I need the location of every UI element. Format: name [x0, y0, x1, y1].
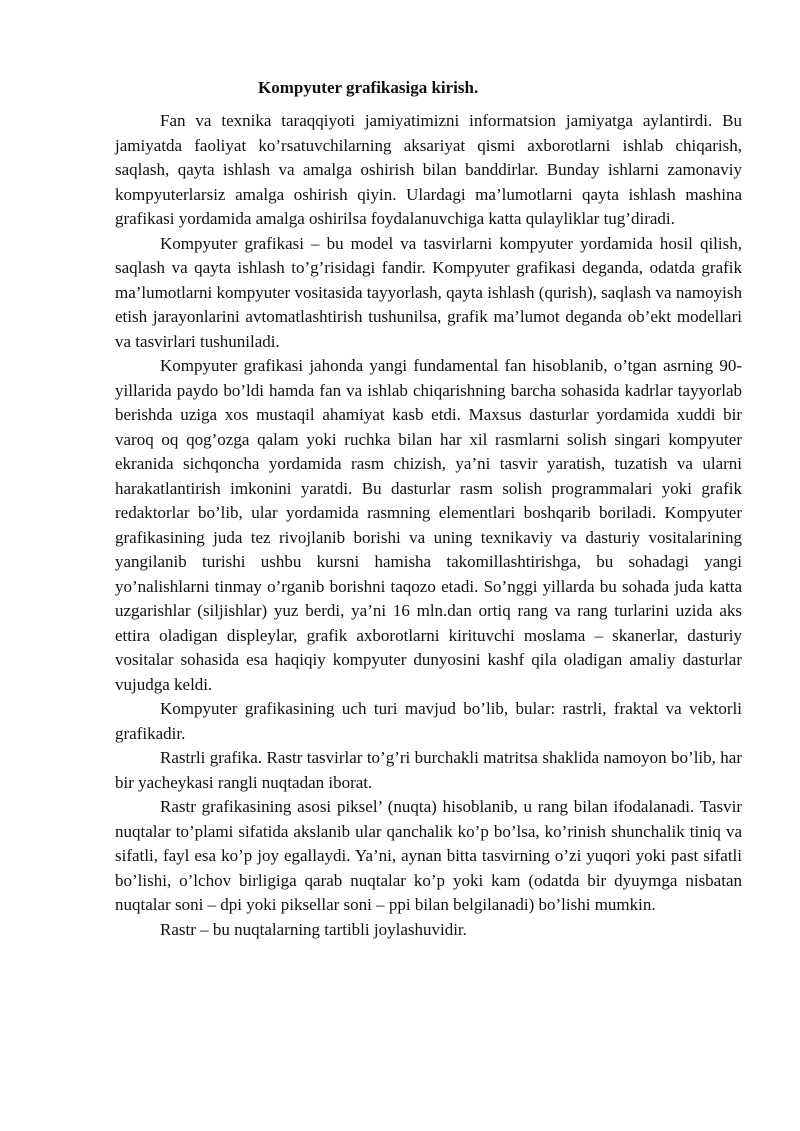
- paragraph-4: Kompyuter grafikasining uch turi mavjud bo’lib, bular: rastrli, fraktal va vektorli grafikadir.: [115, 699, 742, 743]
- paragraph-3: Kompyuter grafikasi jahonda yangi fundamental fan hisoblanib, o’tgan asrning 90-yillarida paydo bo’ldi hamda fan va ishlab chiqarishning barcha sohasida kadrlar tayyorlab berishda uziga xos mustaqil ahamiyat kasb etdi. Maxsus dasturlar yordamida xuddi bir varoq oq qog’ozga qalam yoki ruchka bilan har xil rasmlarni solish singari kompyuter ekranida sichqoncha yordamida rasm chizish, ya’ni tasvir yaratish, tuzatish va ularni harakatlantirish imkonini yaratdi. Bu dasturlar rasm solish programmalari yoki grafik redaktorlar bo’lib, ular yordamida rasmning elementlari boshqarib boriladi. Kompyuter grafikasining juda tez rivojlanib borishi va uning texnikaviy va dasturiy vositalarining yangilanib turishi ushbu kursni hamisha takomillashtirishga, bu sohadagi yangi yo’nalishlarni tinmay o’rganib borishni taqozo etadi. So’nggi yillarda bu sohada juda katta uzgarishlar (siljishlar) yuz berdi, ya’ni 16 mln.dan ortiq rang va rang turlarini uzida aks ettira oladigan displeylar, grafik axborotlarni kirituvchi moslama – skanerlar, dasturiy vositalar sohasida esa haqiqiy kompyuter dunyosini kashf qila oladigan amaliy dasturlar vujudga keldi.: [115, 356, 742, 694]
- paragraph-2: Kompyuter grafikasi – bu model va tasvirlarni kompyuter yordamida hosil qilish, saqlash va qayta ishlash to’g’risidagi fandir. Kompyuter grafikasi deganda, odatda grafik ma’lumotlarni kompyuter vositasida tayyorlash, qayta ishlash (qurish), saqlash va namoyish etish jarayonlarini avtomatlashtirish tushunilsa, grafik ma’lumot deganda ob’ekt modellari va tasvirlari tushuniladi.: [115, 233, 742, 351]
- document-title: Kompyuter grafikasiga kirish.: [258, 78, 479, 97]
- paragraph-1: Fan va texnika taraqqiyoti jamiyatimizni informatsion jamiyatga aylantirdi. Bu jamiyatda faoliyat ko’rsatuvchilarning aksariyat qismi axborotlarni ishlab chiqarish, saqlash, qayta ishlash va amalga oshirish bilan banddirlar. Bunday ishlarni zamonaviy kompyuterlarsiz amalga oshirish qiyin. Ulardagi ma’lumotlarni qayta ishlash mashina grafikasi yordamida amalga oshirilsa foydalanuvchiga katta qulayliklar tug’diradi.: [115, 111, 742, 228]
- document-page: [115, 76, 742, 942]
- paragraph-6: Rastr grafikasining asosi piksel’ (nuqta) hisoblanib, u rang bilan ifodalanadi. Tasvir nuqtalar to’plami sifatida akslanib ular qanchalik ko’p bo’lsa, ko’rinish shunchalik tiniq va sifatli, fayl esa ko’p joy egallaydi. Ya’ni, aynan bitta tasvirning o’zi yuqori yoki past sifatli bo’lishi, o’lchov birligiga qarab nuqtalar ko’p yoki kam (odatda bir dyuymga nisbatan nuqtalar soni – dpi yoki piksellar soni – ppi bilan belgilanadi) bo’lishi mumkin.: [115, 797, 742, 914]
- paragraph-5: Rastrli grafika. Rastr tasvirlar to’g’ri burchakli matritsa shaklida namoyon bo’lib, har bir yacheykasi rangli nuqtadan iborat.: [115, 748, 742, 792]
- paragraph-7: Rastr – bu nuqtalarning tartibli joylashuvidir.: [160, 919, 467, 939]
